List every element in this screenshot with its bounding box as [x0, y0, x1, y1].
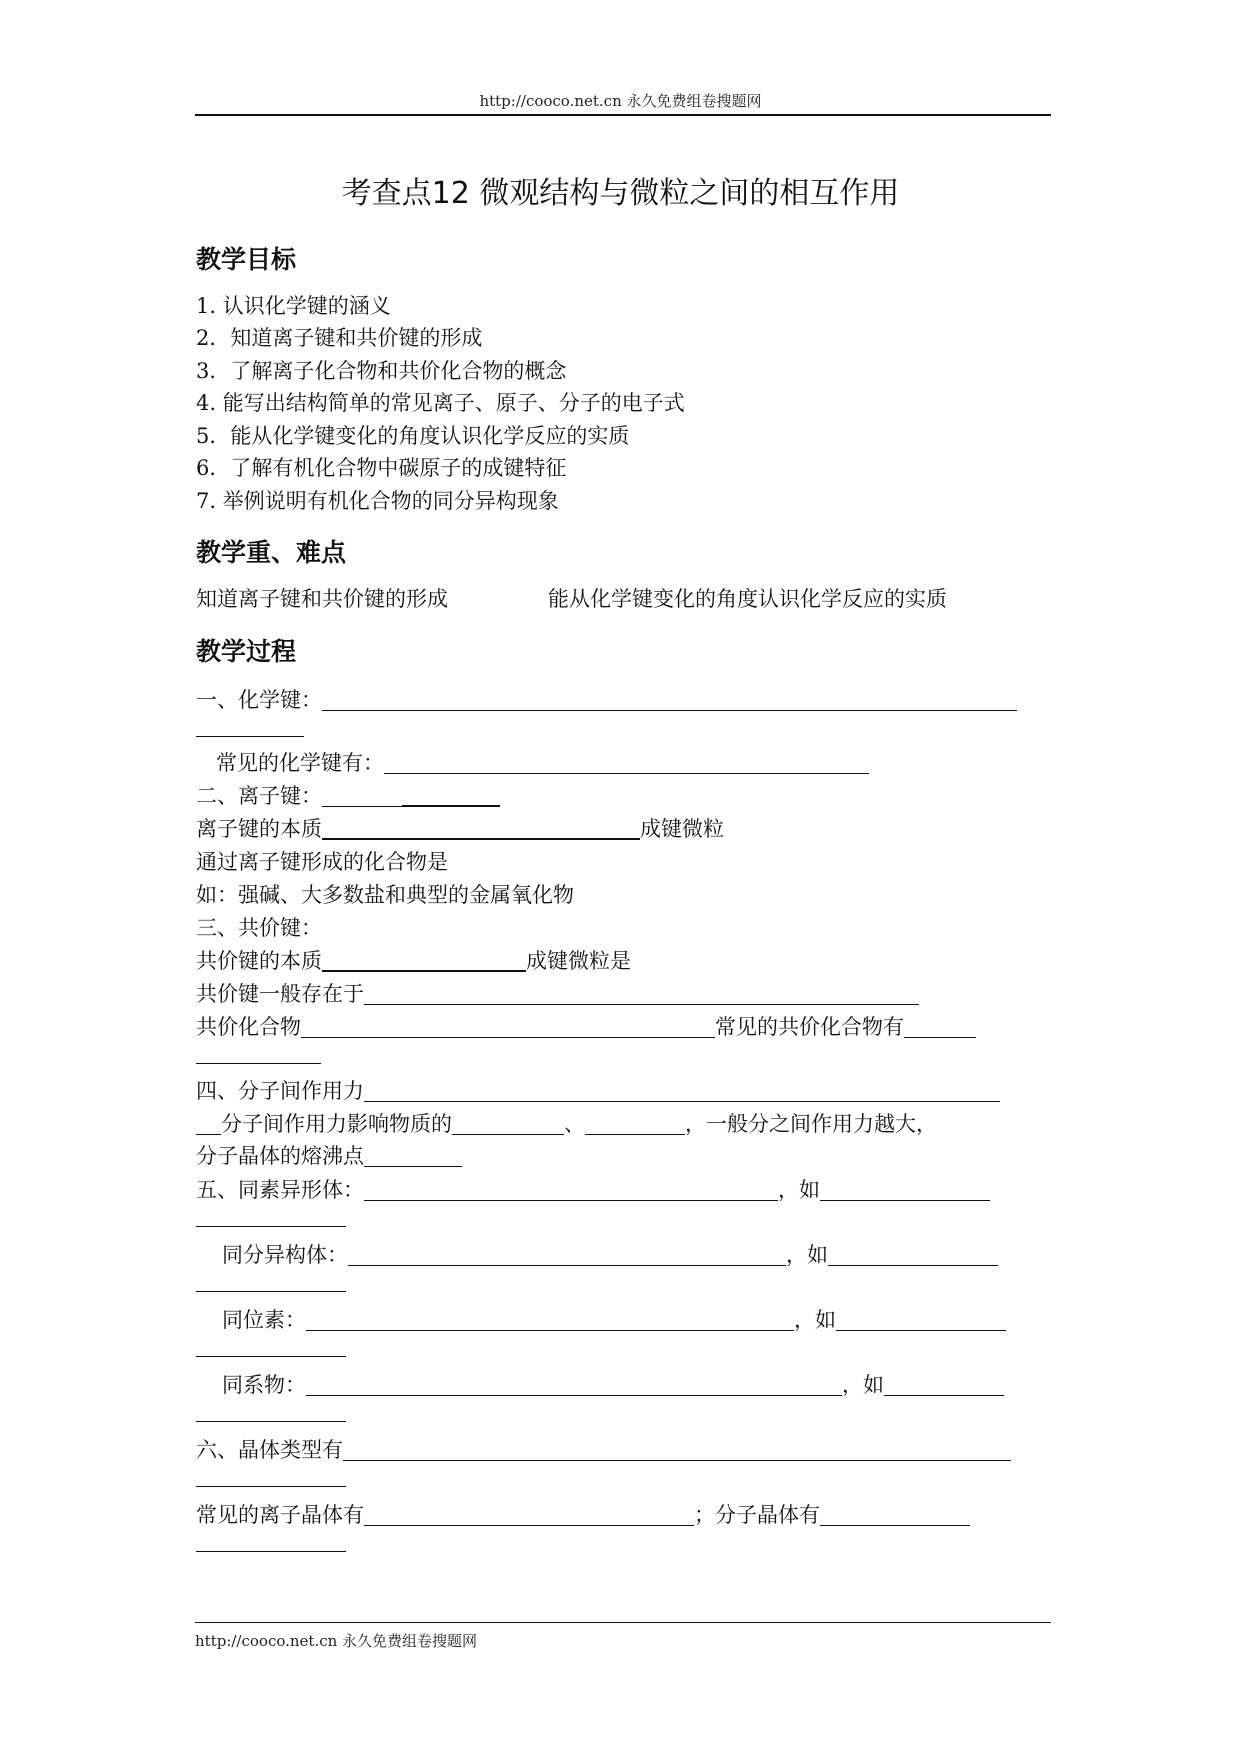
intermolecular-effect-lead-blank	[196, 1114, 221, 1135]
melting-point-label: 分子晶体的熔沸点	[196, 1144, 364, 1168]
allotrope-example-blank	[820, 1180, 990, 1201]
isomer-example-blank	[828, 1245, 998, 1266]
process-heading: 教学过程	[196, 637, 297, 666]
chemical-bond-label: 一、化学键：	[196, 688, 322, 712]
ionic-crystal-blank	[364, 1505, 694, 1526]
ionic-essence-line	[196, 815, 724, 843]
allotrope-example-blank-cont	[196, 1225, 346, 1227]
molecular-crystal-blank-cont	[196, 1550, 346, 1552]
homolog-line	[222, 1371, 1004, 1399]
covalent-compound-line	[196, 1013, 976, 1041]
allotrope-blank	[364, 1180, 778, 1201]
covalent-compound-blank	[301, 1017, 715, 1038]
ionic-bond-blank-a	[322, 786, 402, 807]
page-title: 考查点12 微观结构与微粒之间的相互作用	[341, 176, 900, 211]
allotrope-example-label: ，如	[778, 1178, 820, 1202]
isotope-label: 同位素：	[222, 1308, 306, 1332]
ionic-crystal-line	[196, 1501, 970, 1529]
common-bonds-blank	[384, 753, 869, 774]
ionic-bond-blank-b	[402, 785, 500, 807]
intermolecular-effect-line	[196, 1110, 937, 1138]
molecular-crystal-blank	[820, 1505, 970, 1526]
isotope-blank	[306, 1310, 794, 1331]
isotope-line	[222, 1306, 1006, 1334]
objectives-heading: 教学目标	[196, 245, 297, 274]
covalent-essence-blank	[322, 950, 526, 972]
common-covalent-blank	[904, 1017, 976, 1038]
ionic-crystal-label: 常见的离子晶体有	[196, 1503, 364, 1527]
crystal-type-label: 六、晶体类型有	[196, 1438, 343, 1462]
covalent-exists-blank	[364, 984, 919, 1005]
objective-item: 7. 举例说明有机化合物的同分异构现象	[196, 489, 559, 513]
allotrope-label: 五、同素异形体：	[196, 1178, 364, 1202]
common-bonds-line	[216, 749, 869, 777]
ionic-compound-line: 通过离子键形成的化合物是	[196, 850, 448, 874]
ionic-example-line: 如：强碱、大多数盐和典型的金属氧化物	[196, 883, 574, 907]
crystal-type-line	[196, 1436, 1011, 1464]
intermolecular-blank	[364, 1081, 1000, 1102]
covalent-exists-label: 共价键一般存在于	[196, 982, 364, 1006]
chemical-bond-line	[196, 686, 1017, 714]
crystal-type-blank	[343, 1440, 1011, 1461]
intermolecular-label: 四、分子间作用力	[196, 1079, 364, 1103]
objective-item: 5．能从化学键变化的角度认识化学反应的实质	[196, 424, 630, 448]
common-bonds-label: 常见的化学键有：	[216, 751, 384, 775]
covalent-particles-label: 成键微粒是	[526, 949, 631, 973]
ionic-bond-line	[196, 782, 500, 810]
footer-site-text: http://cooco.net.cn 永久免费组卷搜题网	[195, 1632, 478, 1650]
objective-item: 2．知道离子键和共价键的形成	[196, 326, 483, 350]
common-covalent-blank-cont	[196, 1062, 321, 1064]
property-blank-b	[585, 1114, 685, 1135]
ionic-particles-label: 成键微粒	[640, 817, 724, 841]
covalent-essence-label: 共价键的本质	[196, 949, 322, 973]
covalent-exists-line	[196, 980, 919, 1008]
intermolecular-line	[196, 1077, 1000, 1105]
homolog-example-blank-cont	[196, 1420, 346, 1422]
objective-item: 4. 能写出结构简单的常见离子、原子、分子的电子式	[196, 391, 685, 415]
isotope-example-blank	[836, 1310, 1006, 1331]
isomer-label: 同分异构体：	[222, 1243, 348, 1267]
homolog-example-label: ，如	[842, 1373, 884, 1397]
property-separator: 、	[564, 1112, 585, 1136]
homolog-example-blank	[884, 1375, 1004, 1396]
key-point-b: 能从化学键变化的角度认识化学反应的实质	[548, 587, 947, 611]
header-rule	[195, 114, 1051, 116]
header-site-text: http://cooco.net.cn 永久免费组卷搜题网	[479, 92, 762, 110]
key-points-heading: 教学重、难点	[196, 538, 347, 567]
key-point-a: 知道离子键和共价键的形成	[196, 587, 448, 611]
property-blank-a	[452, 1114, 564, 1135]
molecular-crystal-label: ；分子晶体有	[694, 1503, 820, 1527]
chemical-bond-blank	[322, 690, 1017, 711]
homolog-label: 同系物：	[222, 1373, 306, 1397]
isomer-blank	[348, 1245, 786, 1266]
covalent-bond-line: 三、共价键：	[196, 916, 322, 940]
melting-point-line	[196, 1142, 462, 1170]
footer-rule	[195, 1622, 1051, 1623]
homolog-blank	[306, 1375, 842, 1396]
covalent-essence-line	[196, 947, 631, 975]
chemical-bond-blank-cont	[196, 735, 304, 737]
ionic-essence-blank	[322, 818, 640, 840]
isotope-example-label: ，如	[794, 1308, 836, 1332]
covalent-compound-label: 共价化合物	[196, 1015, 301, 1039]
intermolecular-effect-tail: ，一般分之间作用力越大，	[685, 1112, 937, 1136]
intermolecular-effect-label: 分子间作用力影响物质的	[221, 1112, 452, 1136]
crystal-type-blank-cont	[196, 1485, 346, 1487]
isomer-example-label: ，如	[786, 1243, 828, 1267]
ionic-bond-label: 二、离子键：	[196, 784, 322, 808]
ionic-essence-label: 离子键的本质	[196, 817, 322, 841]
isotope-example-blank-cont	[196, 1355, 346, 1357]
allotrope-line	[196, 1176, 990, 1204]
isomer-line	[222, 1241, 998, 1269]
isomer-example-blank-cont	[196, 1290, 346, 1292]
objective-item: 1. 认识化学键的涵义	[196, 294, 391, 318]
objective-item: 6．了解有机化合物中碳原子的成键特征	[196, 456, 567, 480]
objective-item: 3．了解离子化合物和共价化合物的概念	[196, 359, 567, 383]
melting-point-blank	[364, 1146, 462, 1167]
common-covalent-label: 常见的共价化合物有	[715, 1015, 904, 1039]
